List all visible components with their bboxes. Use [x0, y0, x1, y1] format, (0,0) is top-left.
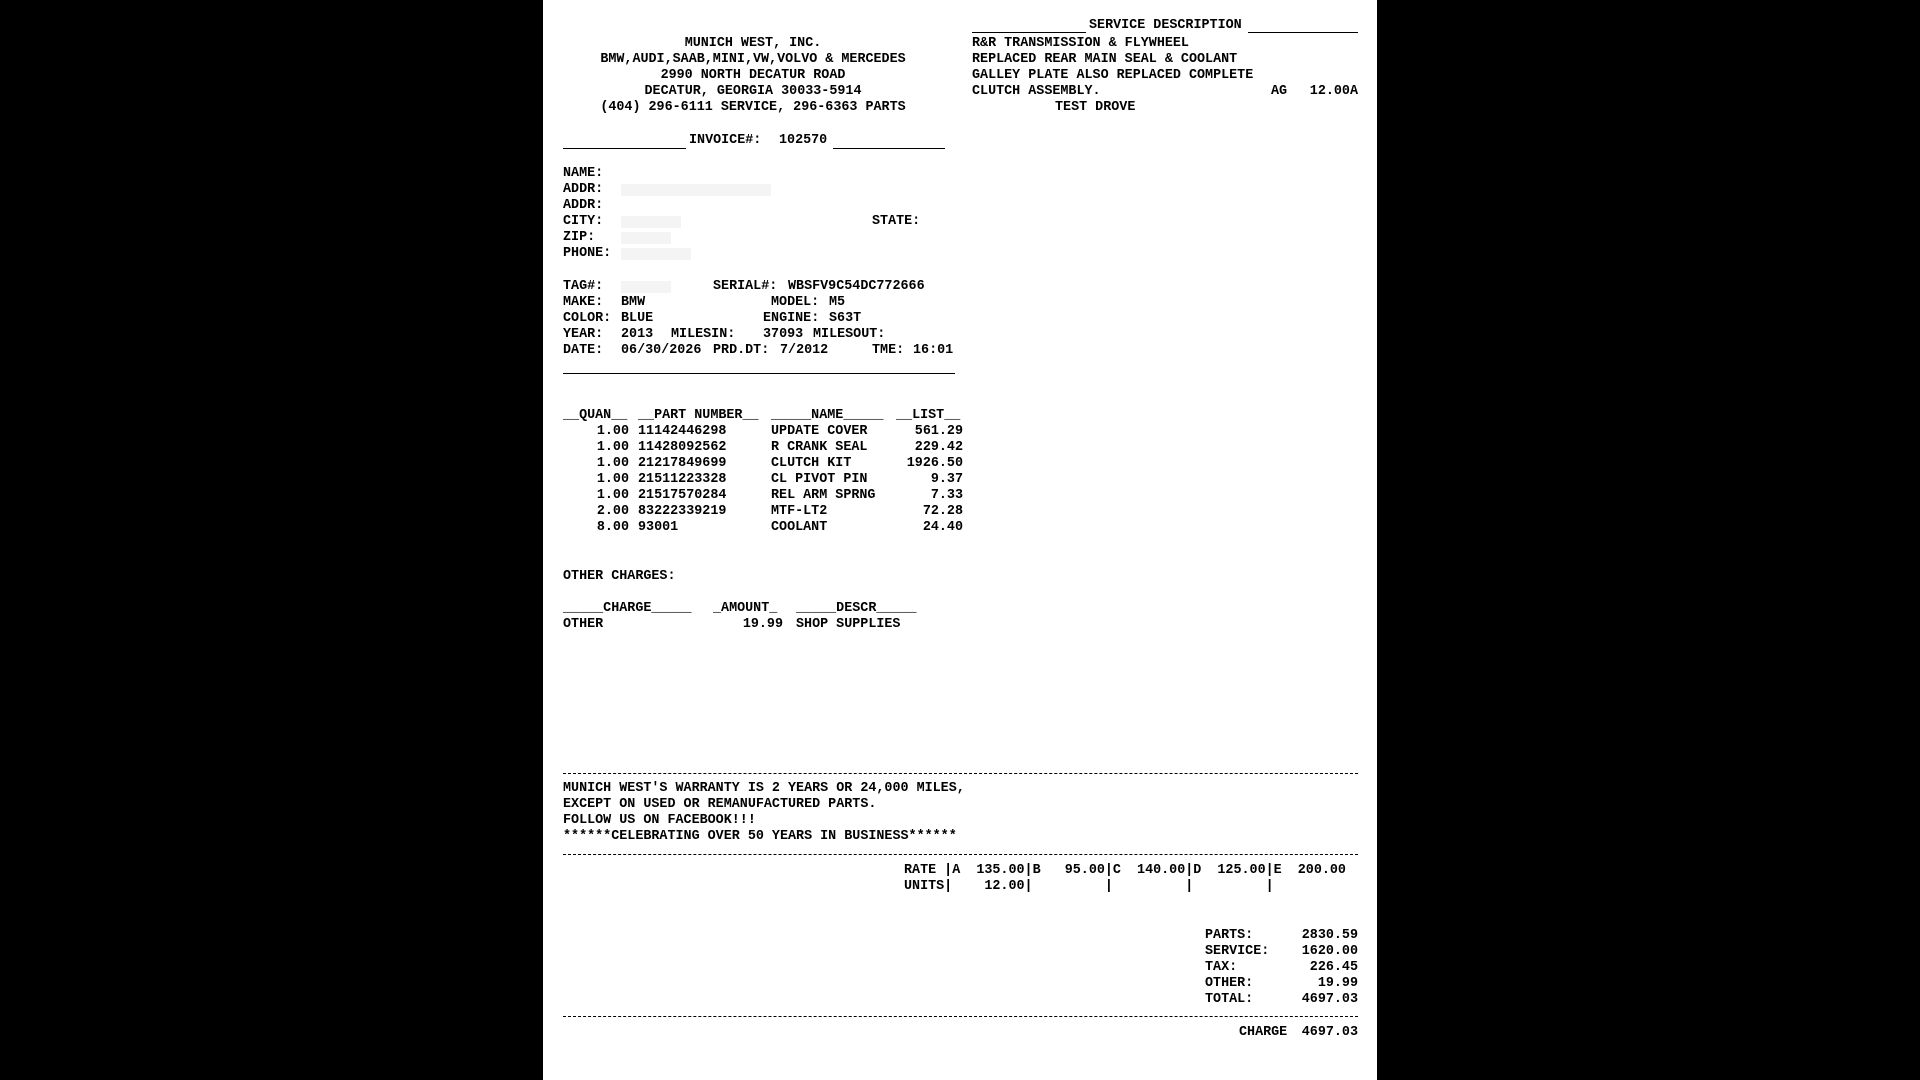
- milesout-label: MILESOUT:: [813, 327, 886, 342]
- other-charges-title: OTHER CHARGES:: [563, 569, 676, 584]
- part-list-price: 9.37: [930, 472, 963, 487]
- service-line-3: GALLEY PLATE ALSO REPLACED COMPLETE: [972, 68, 1254, 83]
- redacted-address: [621, 184, 771, 196]
- part-qty: 1.00: [596, 472, 629, 487]
- part-name: CLUTCH KIT: [771, 456, 852, 471]
- part-qty: 1.00: [596, 424, 629, 439]
- other-header-amount: _AMOUNT_: [713, 601, 778, 616]
- part-qty: 1.00: [596, 440, 629, 455]
- other-charge-amount: 19.99: [742, 617, 783, 632]
- model-label: MODEL:: [771, 295, 820, 310]
- serial-value: WBSFV9C54DC772666: [788, 279, 925, 294]
- part-name: MTF-LT2: [771, 504, 828, 519]
- customer-addr2-label: ADDR:: [563, 198, 604, 213]
- service-line-2: REPLACED REAR MAIN SEAL & COOLANT: [972, 52, 1238, 67]
- year-value: 2013: [621, 327, 654, 342]
- parts-total-value: 2830.59: [1301, 928, 1358, 943]
- redacted-zip: [621, 232, 671, 244]
- other-charge-name: OTHER: [563, 617, 604, 632]
- service-rule-left: [972, 32, 1086, 33]
- engine-label: ENGINE:: [763, 311, 820, 326]
- notes-rule-bottom: [563, 854, 1358, 855]
- service-rule-right: [1248, 32, 1358, 33]
- part-qty: 2.00: [596, 504, 629, 519]
- rate-line: RATE |A 135.00|B 95.00|C 140.00|D 125.00|E 200.00: [904, 863, 1346, 878]
- prd-date-label: PRD.DT:: [713, 343, 770, 358]
- other-header-descr: _____DESCR_____: [796, 601, 917, 616]
- part-list-price: 7.33: [930, 488, 963, 503]
- part-name: R CRANK SEAL: [771, 440, 868, 455]
- part-number: 21517570284: [638, 488, 727, 503]
- parts-header-name: _____NAME_____: [771, 408, 884, 423]
- service-line-1: R&R TRANSMISSION & FLYWHEEL: [972, 36, 1189, 51]
- notes-rule-top: [563, 773, 1358, 774]
- charge-rule: [563, 1016, 1358, 1017]
- color-value: BLUE: [621, 311, 654, 326]
- milesin-label: MILESIN:: [671, 327, 736, 342]
- milesin-value: 37093: [763, 327, 804, 342]
- units-line: UNITS| 12.00| | | |: [904, 879, 1274, 894]
- make-label: MAKE:: [563, 295, 604, 310]
- part-list-price: 229.42: [914, 440, 963, 455]
- date-label: DATE:: [563, 343, 604, 358]
- part-number: 11142446298: [638, 424, 727, 439]
- other-total-label: OTHER:: [1205, 976, 1254, 991]
- part-name: COOLANT: [771, 520, 828, 535]
- part-list-price: 561.29: [914, 424, 963, 439]
- charge-label: CHARGE: [1239, 1025, 1288, 1040]
- celebration-note: ******CELEBRATING OVER 50 YEARS IN BUSINESS******: [563, 829, 957, 844]
- prd-date-value: 7/2012: [780, 343, 829, 358]
- company-makes: BMW,AUDI,SAAB,MINI,VW,VOLVO & MERCEDES: [600, 52, 906, 67]
- invoice-label: INVOICE#:: [689, 133, 762, 148]
- other-header-charge: _____CHARGE_____: [563, 601, 692, 616]
- tax-total-value: 226.45: [1309, 960, 1358, 975]
- parts-header-qty: __QUAN__: [563, 408, 628, 423]
- service-total-value: 1620.00: [1301, 944, 1358, 959]
- company-street: 2990 NORTH DECATUR ROAD: [660, 68, 846, 83]
- other-total-value: 19.99: [1317, 976, 1358, 991]
- part-number: 21217849699: [638, 456, 727, 471]
- part-number: 83222339219: [638, 504, 727, 519]
- charge-value: 4697.03: [1301, 1025, 1358, 1040]
- warranty-note: MUNICH WEST'S WARRANTY IS 2 YEARS OR 24,000 MILES,: [563, 781, 965, 796]
- part-qty: 1.00: [596, 456, 629, 471]
- company-phones: (404) 296-6111 SERVICE, 296-6363 PARTS: [600, 100, 906, 115]
- part-qty: 8.00: [596, 520, 629, 535]
- year-label: YEAR:: [563, 327, 604, 342]
- time-label: TME:: [872, 343, 905, 358]
- company-name: MUNICH WEST, INC.: [684, 36, 822, 51]
- parts-header-part: __PART NUMBER__: [638, 408, 759, 423]
- service-hours: 12.00A: [1309, 84, 1358, 99]
- tag-label: TAG#:: [563, 279, 604, 294]
- service-last-line: TEST DROVE: [1055, 100, 1136, 115]
- redacted-phone: [621, 248, 691, 260]
- part-number: 21511223328: [638, 472, 727, 487]
- invoice-number: 102570: [779, 133, 828, 148]
- make-value: BMW: [621, 295, 646, 310]
- grand-total-value: 4697.03: [1301, 992, 1358, 1007]
- grand-total-label: TOTAL:: [1205, 992, 1254, 1007]
- vehicle-rule: [563, 373, 955, 374]
- part-number: 11428092562: [638, 440, 727, 455]
- parts-total-label: PARTS:: [1205, 928, 1254, 943]
- service-total-label: SERVICE:: [1205, 944, 1270, 959]
- model-value: M5: [829, 295, 846, 310]
- customer-addr1-label: ADDR:: [563, 182, 604, 197]
- customer-state-label: STATE:: [872, 214, 921, 229]
- company-city: DECATUR, GEORGIA 30033-5914: [644, 84, 862, 99]
- service-line-4: CLUTCH ASSEMBLY.: [972, 84, 1101, 99]
- service-header: SERVICE DESCRIPTION: [1089, 18, 1242, 33]
- color-label: COLOR:: [563, 311, 612, 326]
- invoice-rule-right: [833, 148, 945, 149]
- service-code: AG: [1271, 84, 1288, 99]
- time-value: 16:01: [913, 343, 954, 358]
- part-list-price: 24.40: [922, 520, 963, 535]
- warranty-exception-note: EXCEPT ON USED OR REMANUFACTURED PARTS.: [563, 797, 877, 812]
- redacted-city: [621, 216, 681, 228]
- part-list-price: 72.28: [922, 504, 963, 519]
- part-list-price: 1926.50: [906, 456, 963, 471]
- part-qty: 1.00: [596, 488, 629, 503]
- customer-name-label: NAME:: [563, 166, 604, 181]
- invoice-page: [543, 0, 1377, 1080]
- part-number: 93001: [638, 520, 679, 535]
- part-name: UPDATE COVER: [771, 424, 868, 439]
- date-value: 06/30/2026: [621, 343, 702, 358]
- tax-total-label: TAX:: [1205, 960, 1238, 975]
- serial-label: SERIAL#:: [713, 279, 778, 294]
- parts-header-list: __LIST__: [896, 408, 961, 423]
- part-name: REL ARM SPRNG: [771, 488, 876, 503]
- facebook-note: FOLLOW US ON FACEBOOK!!!: [563, 813, 756, 828]
- other-charge-descr: SHOP SUPPLIES: [796, 617, 901, 632]
- part-name: CL PIVOT PIN: [771, 472, 868, 487]
- customer-city-label: CITY:: [563, 214, 604, 229]
- engine-value: S63T: [829, 311, 862, 326]
- customer-phone-label: PHONE:: [563, 246, 612, 261]
- redacted-tag: [621, 281, 671, 293]
- customer-zip-label: ZIP:: [563, 230, 596, 245]
- invoice-rule-left: [563, 148, 686, 149]
